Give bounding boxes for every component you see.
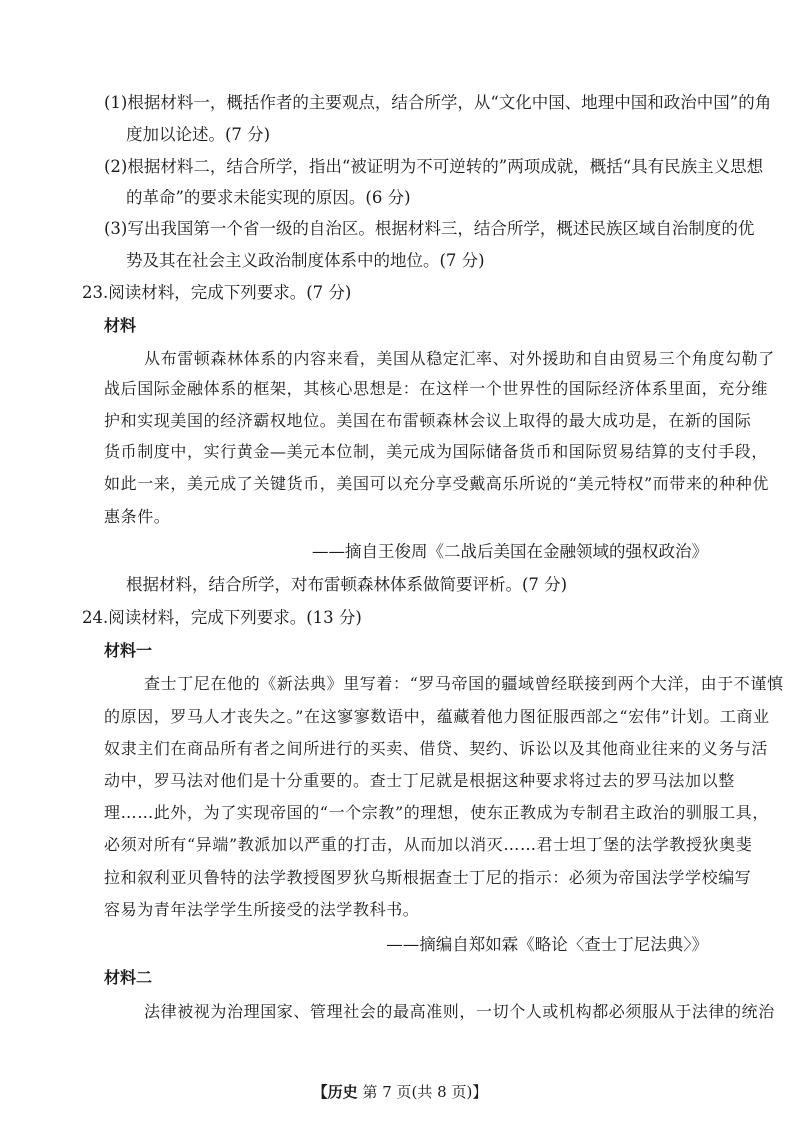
q24-heading: 24.阅读材料，完成下列要求。(13 分) [82, 608, 362, 627]
footer-page-number: 第 7 页(共 8 页)】 [357, 1083, 488, 1101]
q24-material1-title: 材料一 [104, 641, 153, 660]
q23-heading: 23.阅读材料，完成下列要求。(7 分) [82, 283, 352, 302]
q24-material1-line: 容易为青年法学学生所接受的法学教科书。 [104, 900, 420, 919]
footer-subject: 【历史 [312, 1083, 358, 1101]
q22-sub2-line1: (2)根据材料二，结合所学，指出“被证明为不可逆转的”两项成就，概括“具有民族主义思想 [104, 157, 764, 176]
q24-material2-title: 材料二 [104, 968, 153, 987]
q24-material1-line: 拉和叙利亚贝鲁特的法学教授图罗狄乌斯根据查士丁尼的指示：必须为帝国法学学校编写 [104, 868, 752, 887]
q23-instruction: 根据材料，结合所学，对布雷顿森林体系做简要评析。(7 分) [126, 575, 568, 594]
q23-material-line: 惠条件。 [104, 507, 171, 526]
q23-source: ——摘自王俊周《二战后美国在金融领域的强权政治》 [312, 542, 708, 561]
q24-material1-line: 查士丁尼在他的《新法典》里写着：“罗马帝国的疆域曾经联接到两个大洋，由于不谨慎 [144, 674, 784, 693]
q22-sub2-line2: 的革命”的要求未能实现的原因。(6 分) [126, 188, 411, 207]
q24-material2-line: 法律被视为治理国家、管理社会的最高准则，一切个人或机构都必须服从于法律的统治 [144, 1002, 775, 1021]
q22-sub1-line2: 度加以论述。(7 分) [126, 125, 271, 144]
q23-material-title: 材料 [104, 316, 137, 335]
q24-material1-line: 奴隶主们在商品所有者之间所进行的买卖、借贷、契约、诉讼以及其他商业往来的义务与活 [104, 739, 769, 758]
q23-material-line: 从布雷顿森林体系的内容来看，美国从稳定汇率、对外援助和自由贸易三个角度勾勒了 [144, 349, 775, 368]
q22-sub3-line1: (3)写出我国第一个省一级的自治区。根据材料三，结合所学，概述民族区域自治制度的优 [104, 219, 755, 238]
q23-material-line: 护和实现美国的经济霸权地位。美国在布雷顿森林会议上取得的最大成功是，在新的国际 [104, 411, 752, 430]
q24-material1-line: 理……此外，为了实现帝国的“一个宗教”的理想，使东正教成为专制君主政治的驯服工具， [104, 803, 769, 822]
q24-material1-source: ——摘编自郑如霖《略论〈查士丁尼法典〉》 [386, 935, 708, 954]
q22-sub1-line1: (1)根据材料一，概括作者的主要观点，结合所学，从“文化中国、地理中国和政治中国”的角 [104, 93, 772, 112]
q23-material-line: 货币制度中，实行黄金—美元本位制，美元成为国际储备货币和国际贸易结算的支付手段， [104, 442, 769, 461]
q24-material1-line: 必须对所有“异端”教派加以严重的打击，从而加以消灭……君士坦丁堡的法学教授狄奥斐 [104, 835, 753, 854]
q24-material1-line: 动中，罗马法对他们是十分重要的。查士丁尼就是根据这种要求将过去的罗马法加以整 [104, 771, 735, 790]
page-footer [0, 1082, 800, 1102]
q24-material1-line: 的原因，罗马人才丧失之。”在这寥寥数语中，蕴藏着他力图征服西部之“宏伟”计划。工商业 [104, 707, 770, 726]
q23-material-line: 如此一来，美元成了关键货币，美国可以充分享受戴高乐所说的“美元特权”而带来的种种优 [104, 474, 769, 493]
q22-sub3-line2: 势及其在社会主义政治制度体系中的地位。(7 分) [126, 251, 485, 270]
q23-material-line: 战后国际金融体系的框架，其核心思想是：在这样一个世界性的国际经济体系里面，充分维 [104, 379, 769, 398]
